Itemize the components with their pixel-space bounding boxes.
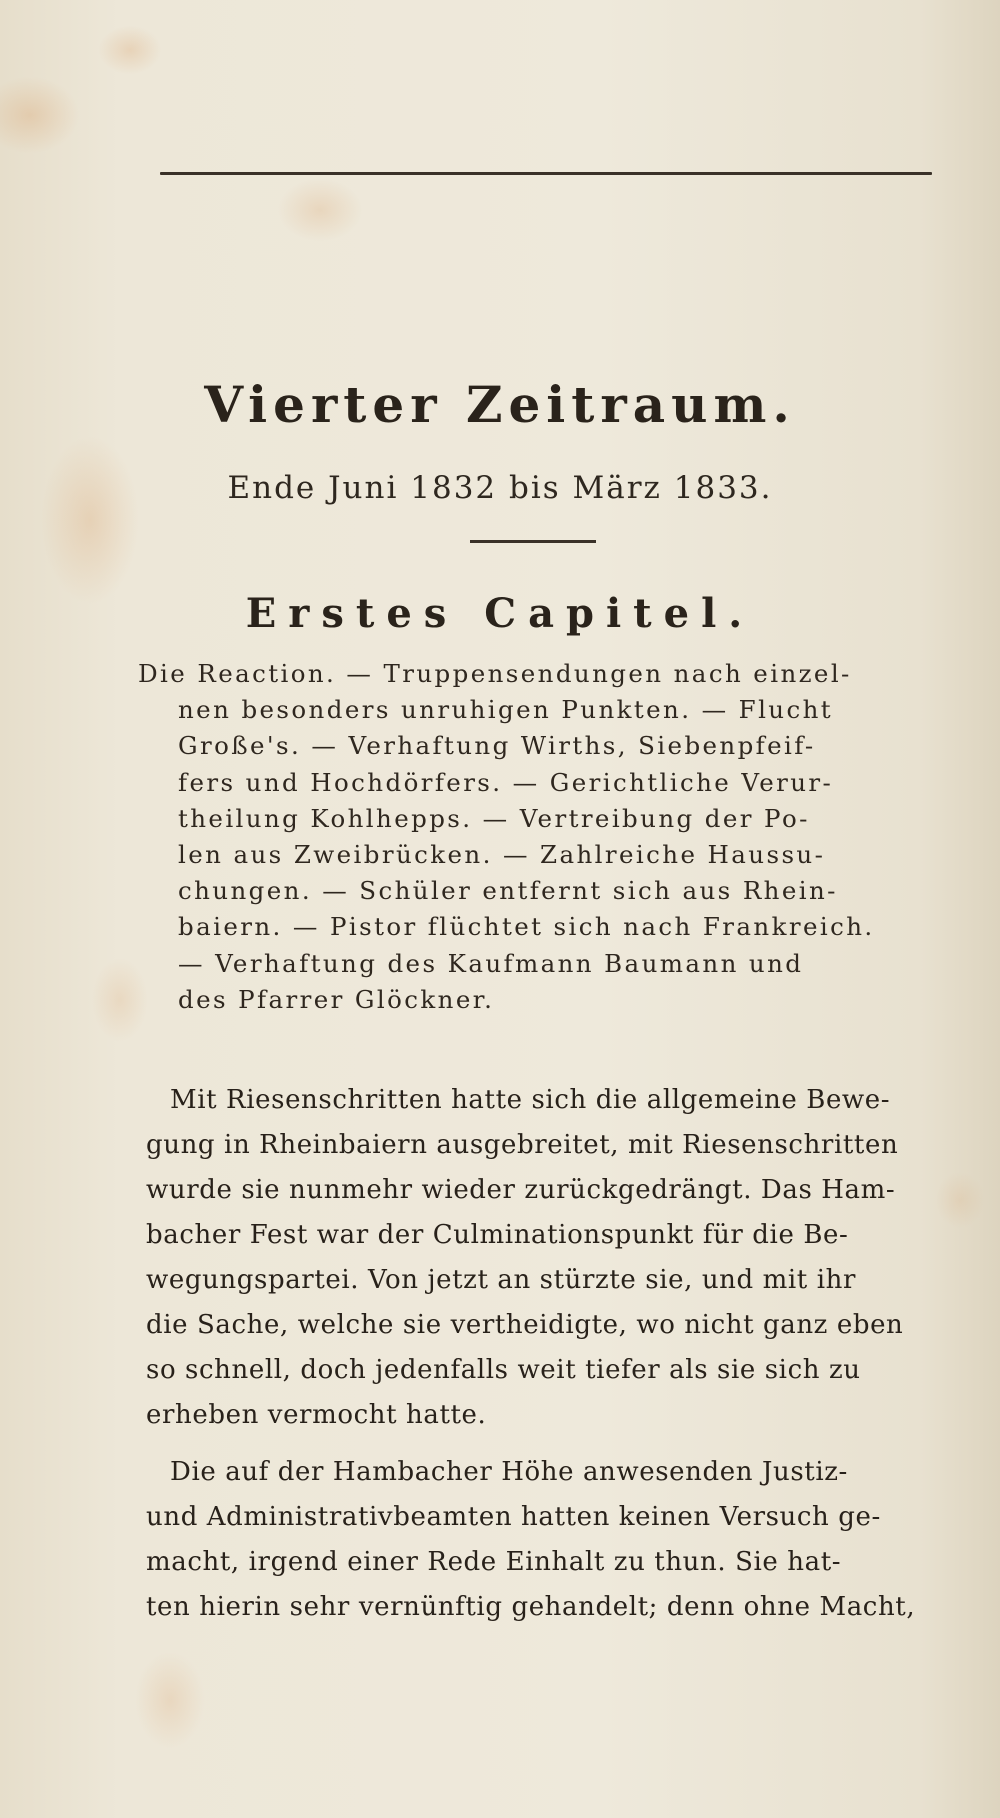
text-line: und Administrativbeamten hatten keinen Versuch ge-: [146, 1502, 881, 1532]
summary-line: len aus Zweibrücken. — Zahlreiche Haussu-: [178, 840, 826, 870]
chapter-summary: [138, 656, 930, 1018]
paragraph-1: [146, 1078, 930, 1438]
text-line: bacher Fest war der Culminationspunkt für die Be-: [146, 1220, 849, 1250]
section-divider: [470, 540, 596, 543]
text-line: gung in Rheinbaiern ausgebreitet, mit Riesenschritten: [146, 1130, 899, 1160]
summary-line: nen besonders unruhigen Punkten. — Flucht: [178, 695, 834, 725]
summary-line: fers und Hochdörfers. — Gerichtliche Verur-: [178, 767, 834, 797]
summary-line: chungen. — Schüler entfernt sich aus Rhein-: [178, 876, 838, 906]
summary-line: des Pfarrer Glöckner.: [178, 984, 495, 1014]
summary-line: Große's. — Verhaftung Wirths, Siebenpfeif-: [178, 731, 816, 761]
body-text: [146, 1078, 930, 1630]
summary-line: baiern. — Pistor flüchtet sich nach Frankreich.: [178, 912, 875, 942]
text-line: macht, irgend einer Rede Einhalt zu thun. Sie hat-: [146, 1547, 842, 1577]
summary-line: theilung Kohlhepps. — Vertreibung der Po-: [178, 803, 810, 833]
text-line: wegungspartei. Von jetzt an stürzte sie, und mit ihr: [146, 1265, 856, 1295]
text-line: die Sache, welche sie vertheidigte, wo nicht ganz eben: [146, 1310, 904, 1340]
chapter-title: Erstes Capitel.: [245, 590, 755, 637]
text-line: Die auf der Hambacher Höhe anwesenden Justiz-: [170, 1457, 848, 1487]
summary-line: Die Reaction. — Truppensendungen nach einzel-: [138, 659, 852, 688]
text-line: wurde sie nunmehr wieder zurückgedrängt. Das Ham-: [146, 1175, 896, 1205]
text-line: Mit Riesenschritten hatte sich die allgemeine Bewe-: [170, 1085, 891, 1115]
period-title: Vierter Zeitraum.: [204, 375, 796, 434]
text-line: so schnell, doch jedenfalls weit tiefer als sie sich zu: [146, 1355, 861, 1385]
paragraph-2: [146, 1450, 930, 1630]
period-dates: Ende Juni 1832 bis März 1833.: [227, 470, 773, 506]
summary-line: — Verhaftung des Kaufmann Baumann und: [178, 948, 804, 978]
text-line: ten hierin sehr vernünftig gehandelt; denn ohne Macht,: [146, 1592, 916, 1622]
text-line: erheben vermocht hatte.: [146, 1400, 487, 1430]
top-rule: [160, 172, 932, 175]
